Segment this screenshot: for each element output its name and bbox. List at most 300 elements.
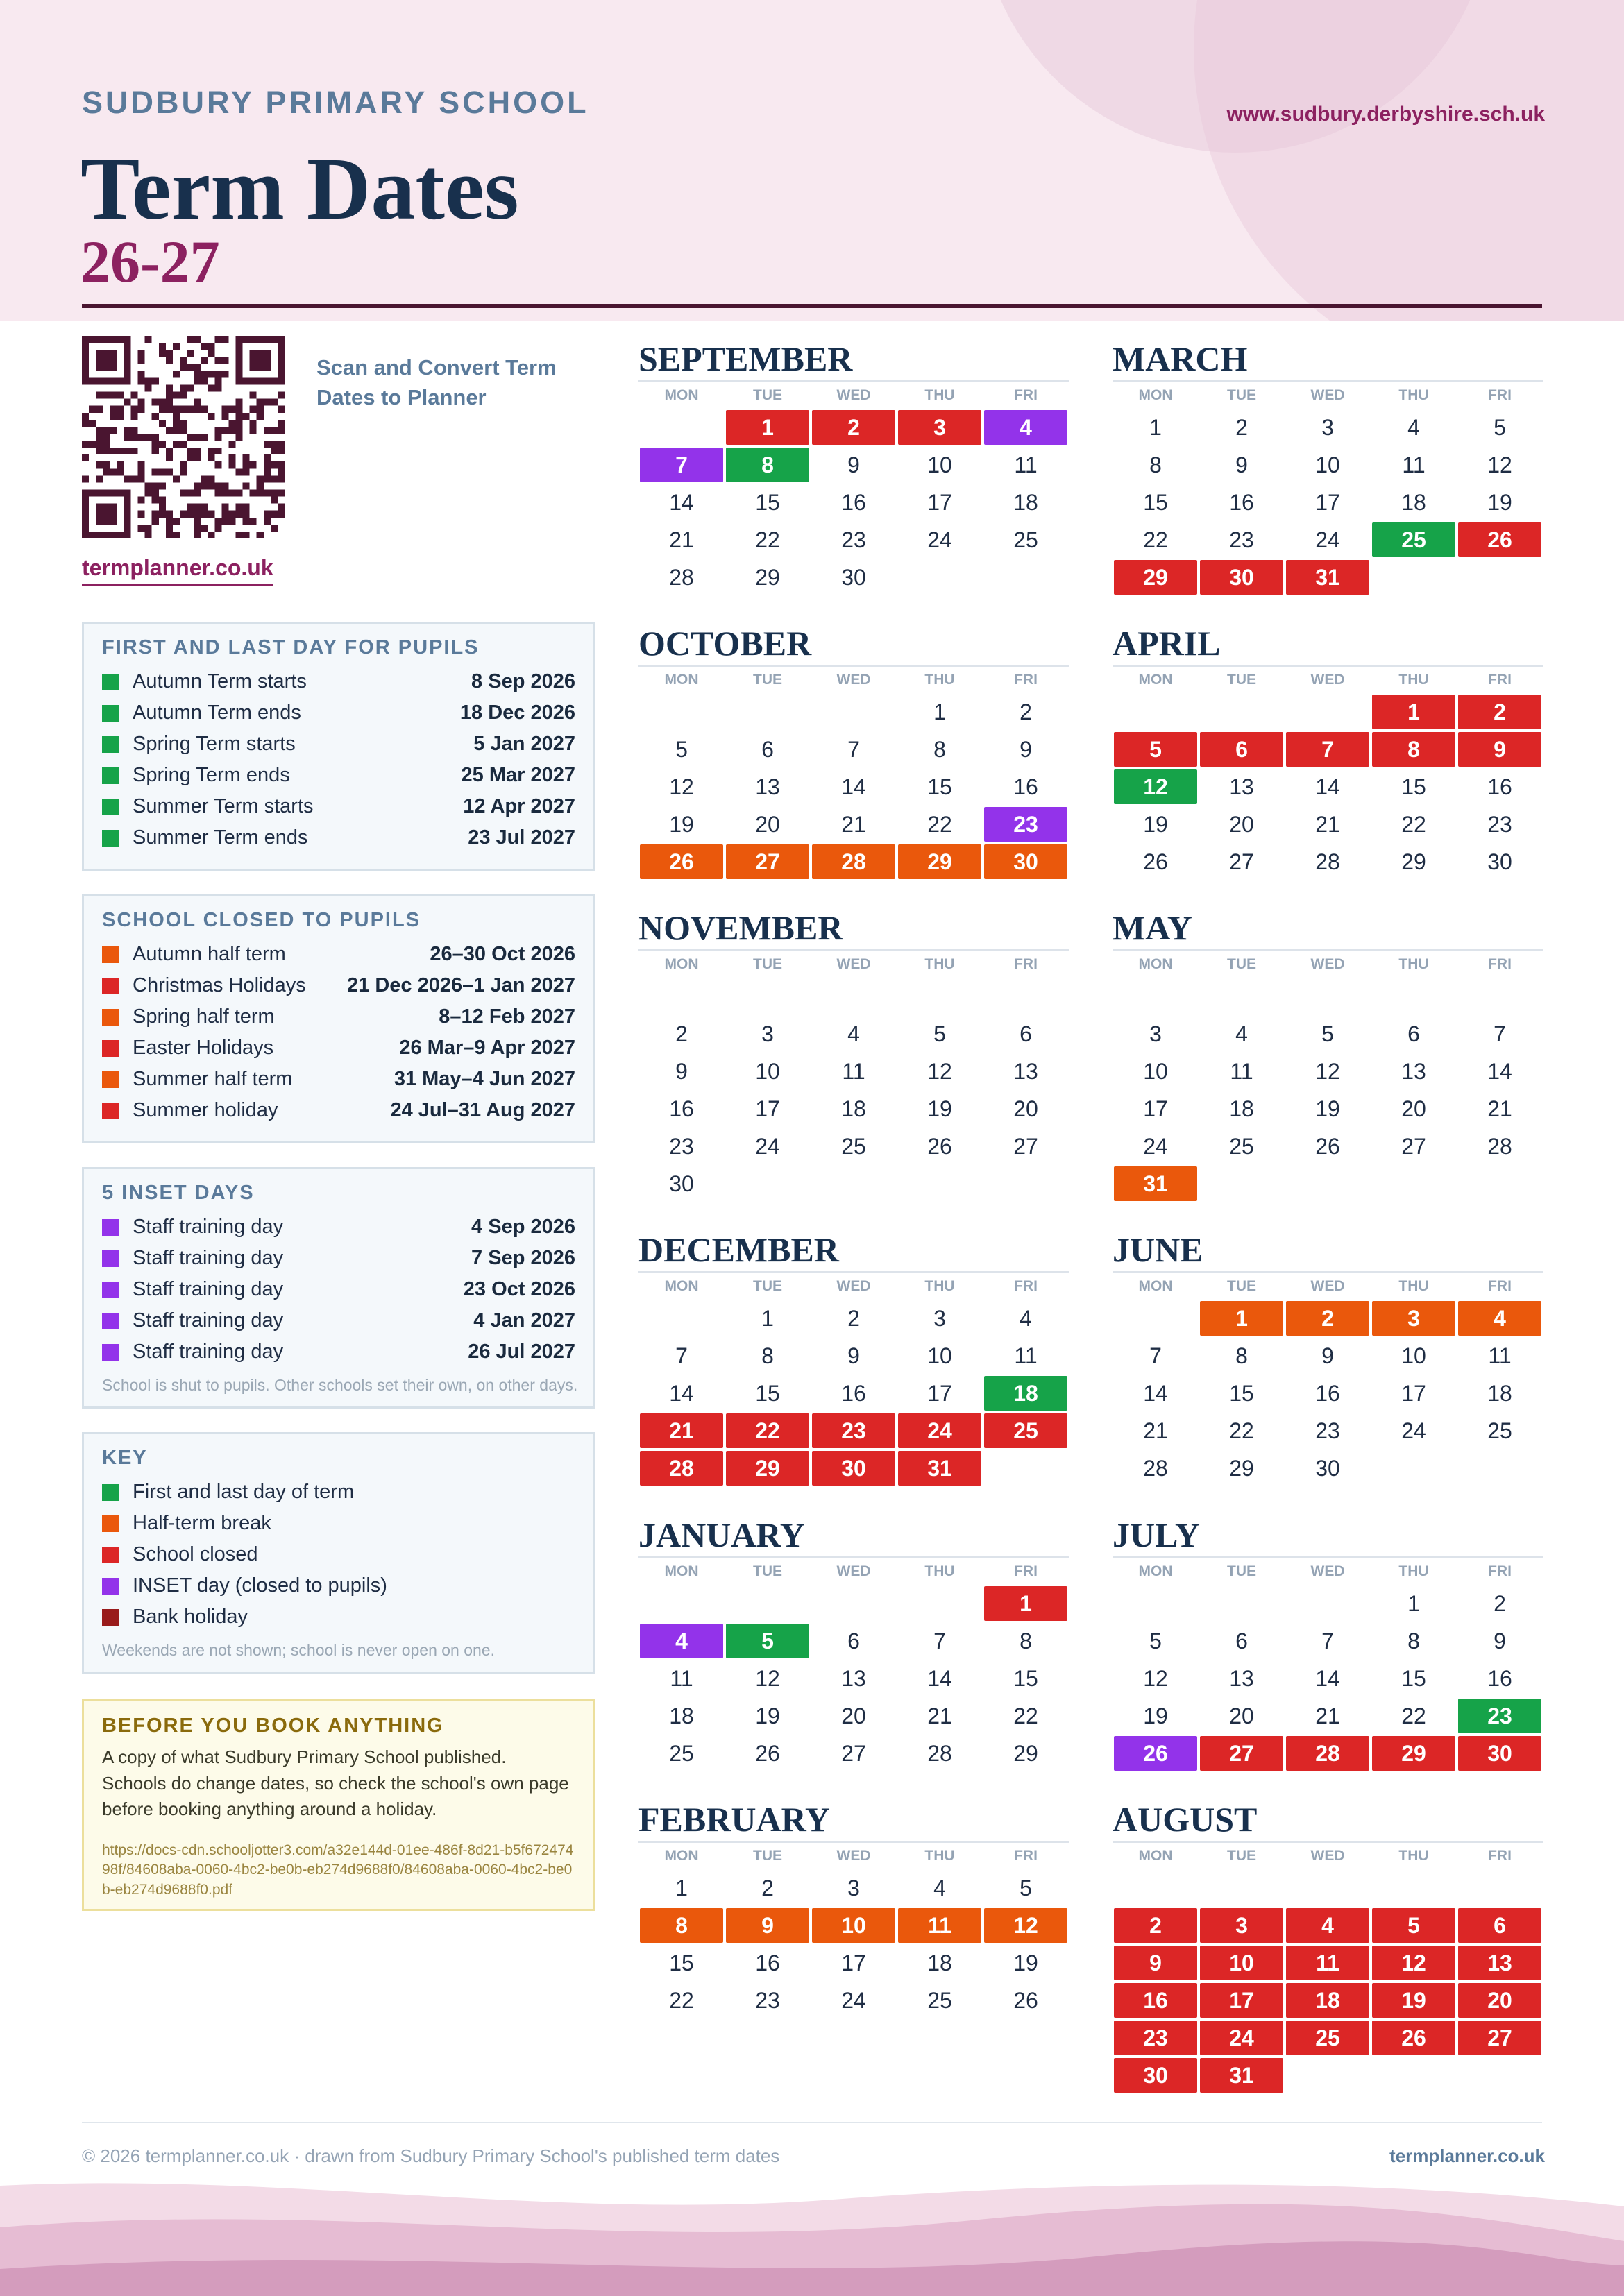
weekday-label: WED	[1310, 956, 1345, 972]
day-cell: 29	[755, 564, 780, 590]
day-cell: 22	[755, 527, 780, 552]
day-cell: 28	[1315, 849, 1340, 874]
day-cell: 21	[1315, 1703, 1340, 1728]
academic-year: 26-27	[81, 228, 220, 295]
month-name: JUNE	[1113, 1230, 1203, 1269]
empty-cell	[638, 409, 725, 446]
day-cell: 7	[675, 1343, 688, 1368]
day-cell: 30	[1487, 849, 1512, 874]
day-cell: 17	[1143, 1096, 1168, 1121]
row-date: 8 Sep 2026	[471, 670, 575, 692]
legend-row	[102, 1001, 575, 1032]
color-swatch-icon	[102, 1250, 119, 1267]
day-cell: 15	[1229, 1380, 1254, 1406]
day-cell: 11	[1488, 1343, 1512, 1368]
day-cell: 14	[1315, 774, 1340, 799]
day-cell: 25	[1229, 1133, 1254, 1159]
color-swatch-icon	[102, 1219, 119, 1236]
day-cell: 17	[927, 1380, 952, 1406]
weekday-header	[638, 667, 1069, 693]
legend-row	[102, 1570, 575, 1601]
day-cell: 31	[898, 1451, 981, 1486]
weekday-label: TUE	[1227, 1563, 1256, 1579]
legend-row	[102, 822, 575, 853]
day-cell: 3	[761, 1021, 774, 1046]
weekday-label: WED	[836, 1278, 871, 1294]
day-grid	[1113, 978, 1543, 1202]
day-cell: 21	[1487, 1096, 1512, 1121]
legend-row	[102, 1274, 575, 1305]
day-cell: 25	[669, 1740, 694, 1766]
day-cell: 27	[1458, 2021, 1541, 2055]
day-cell: 12	[927, 1058, 952, 1084]
weekday-label: THU	[1398, 672, 1429, 688]
day-cell: 24	[898, 1413, 981, 1448]
legend-row	[102, 760, 575, 791]
color-swatch-icon	[102, 736, 119, 753]
day-cell: 2	[1458, 695, 1541, 729]
weekday-label: THU	[1398, 1278, 1429, 1294]
day-cell: 21	[841, 811, 866, 837]
day-grid	[638, 1869, 1069, 2019]
day-cell: 2	[675, 1021, 688, 1046]
day-cell: 10	[755, 1058, 780, 1084]
legend-row	[102, 1243, 575, 1274]
month-name: JULY	[1113, 1515, 1200, 1554]
day-cell: 15	[755, 1380, 780, 1406]
day-cell: 28	[1487, 1133, 1512, 1159]
day-cell: 29	[1114, 560, 1197, 595]
school-name: SUDBURY PRIMARY SCHOOL	[82, 85, 589, 120]
weekday-label: FRI	[1014, 956, 1038, 972]
day-cell: 18	[1286, 1983, 1369, 2018]
day-cell: 24	[1143, 1133, 1168, 1159]
day-cell: 30	[812, 1451, 895, 1486]
row-date: 21 Dec 2026–1 Jan 2027	[347, 974, 575, 996]
day-cell: 4	[984, 410, 1067, 445]
day-cell: 10	[927, 1343, 952, 1368]
day-cell: 23	[1114, 2021, 1197, 2055]
day-cell: 25	[1487, 1418, 1512, 1443]
empty-cell	[1285, 693, 1371, 731]
color-swatch-icon	[102, 1313, 119, 1329]
weekday-label: TUE	[1227, 956, 1256, 972]
day-cell: 9	[847, 452, 860, 477]
weekday-label: TUE	[753, 956, 782, 972]
termplanner-link[interactable]: termplanner.co.uk	[82, 555, 273, 586]
day-cell: 8	[1020, 1628, 1032, 1653]
day-grid	[1113, 1585, 1543, 1772]
day-cell: 4	[1286, 1908, 1369, 1943]
weekday-label: MON	[1138, 1563, 1173, 1579]
day-cell: 25	[1286, 2021, 1369, 2055]
weekday-label: THU	[1398, 1848, 1429, 1864]
row-label: Autumn Term starts	[133, 670, 307, 692]
booking-warning-panel	[82, 1699, 595, 1911]
weekday-label: MON	[664, 956, 699, 972]
color-swatch-icon	[102, 1578, 119, 1595]
weekday-label: WED	[1310, 1563, 1345, 1579]
day-cell: 9	[726, 1908, 809, 1943]
day-cell: 6	[1407, 1021, 1420, 1046]
panel-heading: KEY	[102, 1447, 148, 1469]
day-cell: 3	[1372, 1301, 1455, 1336]
inset-note: School is shut to pupils. Other schools set their own, on other days.	[102, 1376, 578, 1394]
day-cell: 18	[1013, 489, 1038, 515]
day-cell: 15	[1401, 774, 1426, 799]
day-cell: 15	[755, 489, 780, 515]
day-cell: 5	[726, 1624, 809, 1658]
day-cell: 18	[984, 1376, 1067, 1411]
day-cell: 23	[812, 1413, 895, 1448]
day-cell: 7	[640, 448, 723, 482]
color-swatch-icon	[102, 799, 119, 815]
weekday-label: THU	[924, 1278, 955, 1294]
empty-cell	[1199, 1585, 1285, 1622]
source-pdf-link[interactable]: https://docs-cdn.schooljotter3.com/a32e144d-01ee-486f-8d21-b5f67247498f/84608aba-0060-4bc2-be0b-eb274d9688f0/84608aba-0060-4bc2-be0b-eb274d9688f0.pdf	[102, 1842, 574, 1898]
row-date: 26 Jul 2027	[468, 1341, 575, 1363]
row-label: Summer Term starts	[133, 795, 314, 817]
scan-instruction: Scan and Convert Term Dates to Planner	[316, 355, 557, 410]
day-cell: 6	[847, 1628, 860, 1653]
row-label: Staff training day	[133, 1278, 284, 1300]
day-cell: 5	[1494, 414, 1506, 440]
weekday-label: THU	[1398, 956, 1429, 972]
day-cell: 8	[933, 736, 946, 762]
day-cell: 18	[1487, 1380, 1512, 1406]
day-cell: 21	[927, 1703, 952, 1728]
day-cell: 5	[1372, 1908, 1455, 1943]
weekday-header	[1113, 951, 1543, 978]
weekday-header	[1113, 1558, 1543, 1585]
day-cell: 7	[1494, 1021, 1506, 1046]
day-cell: 7	[1149, 1343, 1162, 1368]
day-cell: 23	[1458, 1699, 1541, 1733]
legend-row	[102, 729, 575, 760]
empty-cell	[1285, 978, 1371, 1015]
day-cell: 19	[1143, 1703, 1168, 1728]
day-cell: 9	[1235, 452, 1248, 477]
month-name: FEBRUARY	[638, 1800, 831, 1839]
day-cell: 17	[755, 1096, 780, 1121]
day-cell: 20	[841, 1703, 866, 1728]
color-swatch-icon	[102, 1344, 119, 1361]
empty-cell	[725, 1585, 811, 1622]
day-cell: 7	[847, 736, 860, 762]
weekday-label: FRI	[1014, 1848, 1038, 1864]
day-cell: 3	[1200, 1908, 1283, 1943]
day-cell: 19	[1013, 1950, 1038, 1975]
day-cell: 21	[669, 527, 694, 552]
weekday-label: MON	[664, 672, 699, 688]
day-cell: 20	[755, 811, 780, 837]
weekday-label: MON	[1138, 387, 1173, 403]
day-cell: 26	[1372, 2021, 1455, 2055]
day-cell: 4	[1020, 1305, 1032, 1331]
day-grid	[638, 409, 1069, 596]
day-cell: 17	[927, 489, 952, 515]
day-cell: 28	[669, 564, 694, 590]
day-cell: 6	[1235, 1628, 1248, 1653]
weekday-label: THU	[1398, 1563, 1429, 1579]
day-cell: 19	[1487, 489, 1512, 515]
day-cell: 18	[1229, 1096, 1254, 1121]
school-closed-panel	[82, 894, 595, 1143]
day-cell: 25	[984, 1413, 1067, 1448]
panel-heading: SCHOOL CLOSED TO PUPILS	[102, 909, 421, 931]
day-cell: 6	[1020, 1021, 1032, 1046]
day-cell: 9	[675, 1058, 688, 1084]
day-cell: 19	[669, 811, 694, 837]
panel-heading: 5 INSET DAYS	[102, 1182, 255, 1204]
empty-cell	[1113, 1585, 1199, 1622]
day-cell: 31	[1200, 2058, 1283, 2093]
month-name: JANUARY	[638, 1515, 805, 1554]
day-cell: 17	[841, 1950, 866, 1975]
day-cell: 4	[640, 1624, 723, 1658]
weekday-label: TUE	[1227, 387, 1256, 403]
day-cell: 5	[933, 1021, 946, 1046]
legend-row	[102, 666, 575, 697]
day-cell: 24	[1315, 527, 1340, 552]
day-cell: 11	[842, 1058, 865, 1084]
weekday-label: WED	[1310, 672, 1345, 688]
day-cell: 11	[898, 1908, 981, 1943]
row-date: 4 Sep 2026	[471, 1216, 575, 1238]
day-cell: 4	[1235, 1021, 1248, 1046]
weekday-header	[638, 382, 1069, 409]
day-cell: 13	[1401, 1058, 1426, 1084]
day-cell: 10	[927, 452, 952, 477]
day-cell: 24	[841, 1987, 866, 2013]
row-date: 4 Jan 2027	[473, 1309, 575, 1332]
weekday-header	[638, 1558, 1069, 1585]
day-cell: 27	[841, 1740, 866, 1766]
empty-cell	[1113, 1869, 1199, 1907]
month-name: AUGUST	[1113, 1800, 1258, 1839]
day-cell: 15	[1401, 1665, 1426, 1691]
day-cell: 29	[1229, 1455, 1254, 1481]
day-cell: 22	[669, 1987, 694, 2013]
weekday-label: FRI	[1488, 1278, 1512, 1294]
day-cell: 8	[1235, 1343, 1248, 1368]
color-swatch-icon	[102, 1515, 119, 1532]
weekday-header	[638, 1273, 1069, 1300]
day-cell: 28	[927, 1740, 952, 1766]
empty-cell	[1113, 693, 1199, 731]
day-cell: 26	[1458, 522, 1541, 557]
legend-row	[102, 1477, 575, 1508]
day-grid	[638, 978, 1069, 1202]
month-april	[1113, 626, 1543, 881]
day-cell: 2	[761, 1875, 774, 1900]
pupil-days-panel	[82, 622, 595, 871]
row-label: Staff training day	[133, 1247, 284, 1269]
footer-copyright: © 2026 termplanner.co.uk · drawn from Sudbury Primary School's published term dates	[82, 2145, 780, 2166]
empty-cell	[638, 1300, 725, 1337]
day-cell: 25	[1372, 522, 1455, 557]
empty-cell	[1199, 978, 1285, 1015]
row-date: 5 Jan 2027	[473, 733, 575, 755]
day-cell: 20	[1229, 811, 1254, 837]
color-swatch-icon	[102, 1547, 119, 1563]
color-swatch-icon	[102, 674, 119, 690]
month-name: NOVEMBER	[638, 908, 843, 947]
weekday-label: MON	[1138, 672, 1173, 688]
day-cell: 5	[1020, 1875, 1032, 1900]
weekday-label: FRI	[1488, 387, 1512, 403]
row-date: 18 Dec 2026	[459, 701, 575, 724]
day-cell: 13	[841, 1665, 866, 1691]
day-cell: 10	[1401, 1343, 1426, 1368]
day-cell: 16	[1487, 774, 1512, 799]
footer-link[interactable]: termplanner.co.uk	[1389, 2145, 1545, 2166]
weekday-header	[1113, 382, 1543, 409]
day-cell: 7	[933, 1628, 946, 1653]
day-cell: 22	[726, 1413, 809, 1448]
day-cell: 30	[669, 1171, 694, 1196]
row-date: 7 Sep 2026	[471, 1247, 575, 1269]
row-label: Spring Term starts	[133, 733, 296, 755]
day-cell: 19	[1372, 1983, 1455, 2018]
decorative-circle	[1194, 0, 1624, 321]
empty-cell	[897, 978, 983, 1015]
row-date: 24 Jul–31 Aug 2027	[390, 1099, 575, 1121]
month-may	[1113, 910, 1543, 1202]
weekday-label: WED	[1310, 387, 1345, 403]
row-label: Bank holiday	[133, 1606, 248, 1628]
legend-row	[102, 1095, 575, 1126]
day-cell: 15	[1143, 489, 1168, 515]
day-cell: 13	[1229, 1665, 1254, 1691]
day-cell: 21	[1143, 1418, 1168, 1443]
weekday-label: TUE	[753, 672, 782, 688]
day-cell: 30	[1200, 560, 1283, 595]
day-cell: 16	[1487, 1665, 1512, 1691]
day-cell: 12	[1143, 1665, 1168, 1691]
header-divider	[82, 304, 1542, 308]
day-cell: 16	[1315, 1380, 1340, 1406]
color-swatch-icon	[102, 1609, 119, 1626]
day-grid	[1113, 693, 1543, 881]
qr-code-icon[interactable]	[82, 336, 285, 538]
row-label: Staff training day	[133, 1216, 284, 1238]
day-cell: 1	[1372, 695, 1455, 729]
weekday-label: WED	[1310, 1848, 1345, 1864]
day-cell: 16	[755, 1950, 780, 1975]
color-swatch-icon	[102, 1040, 119, 1057]
day-cell: 3	[1321, 414, 1334, 440]
day-cell: 30	[1114, 2058, 1197, 2093]
weekday-label: TUE	[753, 1278, 782, 1294]
empty-cell	[1199, 1869, 1285, 1907]
school-website-link[interactable]: www.sudbury.derbyshire.sch.uk	[1226, 103, 1545, 126]
day-cell: 24	[927, 527, 952, 552]
weekday-label: MON	[1138, 1278, 1173, 1294]
weekday-label: FRI	[1488, 672, 1512, 688]
day-cell: 23	[841, 527, 866, 552]
day-cell: 14	[669, 489, 694, 515]
row-label: Easter Holidays	[133, 1037, 274, 1059]
legend-row	[102, 1032, 575, 1064]
day-cell: 16	[841, 489, 866, 515]
row-label: Summer half term	[133, 1068, 293, 1090]
day-cell: 18	[841, 1096, 866, 1121]
legend-row	[102, 1064, 575, 1095]
day-cell: 17	[1315, 489, 1340, 515]
empty-cell	[1285, 1869, 1371, 1907]
day-cell: 2	[1235, 414, 1248, 440]
row-label: Christmas Holidays	[133, 974, 306, 996]
weekday-label: FRI	[1014, 1278, 1038, 1294]
day-cell: 26	[1315, 1133, 1340, 1159]
day-cell: 5	[1321, 1021, 1334, 1046]
day-cell: 8	[761, 1343, 774, 1368]
weekday-label: THU	[924, 387, 955, 403]
day-cell: 12	[1487, 452, 1512, 477]
day-cell: 13	[755, 774, 780, 799]
weekday-label: FRI	[1014, 672, 1038, 688]
color-swatch-icon	[102, 1009, 119, 1026]
row-label: Autumn half term	[133, 943, 286, 965]
row-label: Autumn Term ends	[133, 701, 301, 724]
day-cell: 4	[933, 1875, 946, 1900]
weekday-label: THU	[1398, 387, 1429, 403]
day-cell: 14	[927, 1665, 952, 1691]
day-cell: 14	[1143, 1380, 1168, 1406]
empty-cell	[638, 693, 725, 731]
weekday-label: FRI	[1488, 1563, 1512, 1579]
day-cell: 21	[1315, 811, 1340, 837]
page-title: Term Dates	[81, 139, 519, 238]
warning-text: A copy of what Sudbury Primary School published. Schools do change dates, so check the school's own page before booking anything around a holiday.	[102, 1746, 569, 1820]
row-label: Staff training day	[133, 1341, 284, 1363]
day-cell: 23	[669, 1133, 694, 1159]
legend-row	[102, 1601, 575, 1633]
day-cell: 4	[1407, 414, 1420, 440]
day-cell: 11	[1286, 1946, 1369, 1980]
day-cell: 31	[1114, 1166, 1197, 1201]
empty-cell	[638, 1585, 725, 1622]
day-cell: 29	[1372, 1736, 1455, 1771]
color-swatch-icon	[102, 978, 119, 994]
day-cell: 22	[1229, 1418, 1254, 1443]
day-cell: 18	[927, 1950, 952, 1975]
month-january	[638, 1517, 1069, 1772]
empty-cell	[725, 693, 811, 731]
day-cell: 31	[1286, 560, 1369, 595]
day-cell: 11	[1014, 452, 1038, 477]
month-june	[1113, 1232, 1543, 1487]
day-cell: 28	[640, 1451, 723, 1486]
row-label: Summer holiday	[133, 1099, 278, 1121]
legend-row	[102, 1539, 575, 1570]
weekday-label: WED	[836, 1848, 871, 1864]
day-cell: 21	[640, 1413, 723, 1448]
empty-cell	[897, 1585, 983, 1622]
day-cell: 8	[640, 1908, 723, 1943]
day-cell: 20	[1401, 1096, 1426, 1121]
day-cell: 17	[1200, 1983, 1283, 2018]
row-label: School closed	[133, 1543, 258, 1565]
month-october	[638, 626, 1069, 881]
day-cell: 13	[1229, 774, 1254, 799]
weekday-label: FRI	[1014, 1563, 1038, 1579]
day-cell: 7	[1321, 1628, 1334, 1653]
weekday-label: WED	[836, 956, 871, 972]
day-cell: 28	[1286, 1736, 1369, 1771]
month-march	[1113, 341, 1543, 596]
